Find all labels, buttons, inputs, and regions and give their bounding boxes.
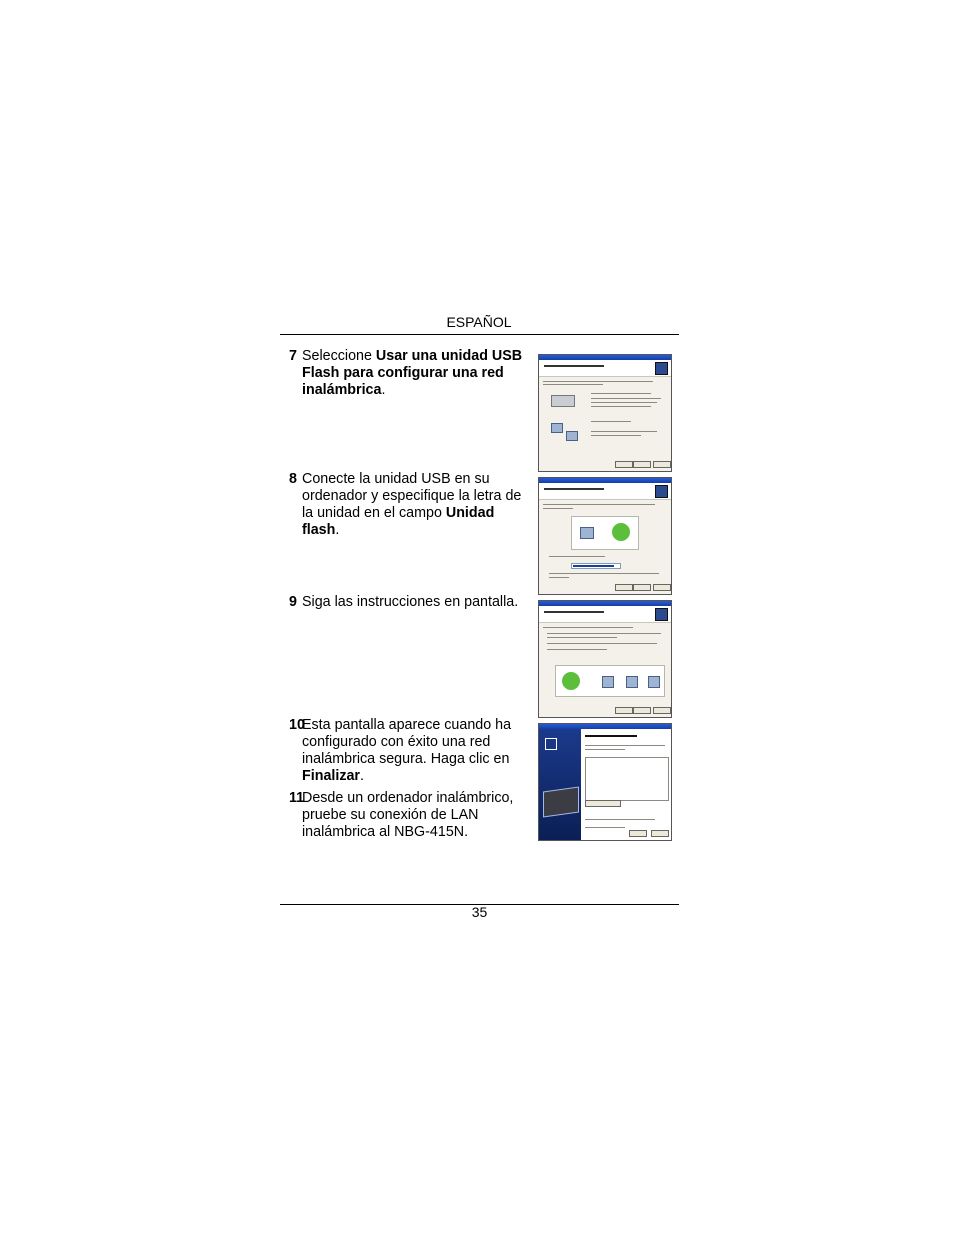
wizard-screenshot-method	[538, 354, 672, 472]
flash-drive-illustration	[571, 516, 639, 550]
usb-drive-icon	[612, 523, 630, 541]
wizard-screenshot-completed	[538, 723, 672, 841]
language-header	[280, 314, 678, 330]
cancel-button	[653, 584, 671, 591]
back-button	[615, 584, 633, 591]
finish-button	[629, 830, 647, 837]
back-button	[615, 461, 633, 468]
step-10	[289, 717, 524, 785]
top-rule	[280, 334, 679, 335]
step-text-post: .	[360, 768, 364, 784]
computer-icon	[602, 676, 614, 688]
back-button	[615, 707, 633, 714]
flash-drive-field	[571, 563, 621, 569]
step-text-pre: Seleccione	[302, 348, 376, 364]
print-settings-button	[585, 800, 621, 807]
step-number: 11	[289, 790, 305, 806]
computer-icon	[648, 676, 660, 688]
page-number: 35	[471, 904, 488, 920]
computer-icon	[580, 527, 594, 539]
network-icon	[655, 362, 668, 375]
next-button	[633, 461, 651, 468]
step-number: 7	[289, 348, 297, 364]
cancel-button	[653, 461, 671, 468]
language-label: ESPAÑOL	[446, 314, 512, 330]
step-text	[302, 348, 524, 399]
step-text-bold: Finalizar	[302, 768, 360, 784]
step-text	[302, 717, 524, 785]
step-9	[289, 594, 524, 611]
wizard-banner	[539, 360, 671, 377]
cancel-button	[651, 830, 669, 837]
step-number: 10	[289, 717, 305, 733]
step-text: Siga las instrucciones en pantalla.	[302, 594, 519, 610]
step-11	[289, 790, 524, 841]
step-text: Desde un ordenador inalámbrico, pruebe su conexión de LAN inalámbrica al NBG-415N.	[302, 790, 514, 840]
step-8	[289, 471, 524, 539]
step-7	[289, 348, 524, 399]
usb-drive-icon	[562, 672, 580, 690]
step-text-bold: Usar una unidad USB Flash para configurar una red inalámbrica	[302, 348, 523, 398]
computers-icon	[566, 431, 578, 441]
wizard-content	[581, 729, 671, 840]
step-text-pre: Esta pantalla aparece cuando ha configurado con éxito una red inalámbrica segura. Haga clic en	[302, 717, 512, 767]
computers-icon	[551, 423, 563, 433]
step-text-pre: Conecte la unidad USB en su ordenador y especifique la letra de la unidad en el campo	[302, 471, 522, 521]
wizard-banner	[539, 483, 671, 500]
settings-summary-box	[585, 757, 669, 801]
wizard-side-panel	[539, 729, 581, 840]
usb-drive-icon	[551, 395, 575, 407]
step-text-post: .	[381, 382, 386, 398]
wireless-logo-icon	[545, 738, 557, 750]
access-point-icon	[626, 676, 638, 688]
transfer-illustration	[555, 665, 665, 697]
network-icon	[655, 485, 668, 498]
wizard-banner	[539, 606, 671, 623]
step-text-post: .	[335, 522, 340, 538]
step-number: 9	[289, 594, 297, 610]
step-text-bold: Unidad flash	[302, 505, 495, 538]
cancel-button	[653, 707, 671, 714]
step-text	[302, 471, 524, 539]
wizard-screenshot-transfer	[538, 600, 672, 718]
wizard-screenshot-flash-drive	[538, 477, 672, 595]
laptop-icon	[543, 786, 579, 817]
next-button	[633, 707, 651, 714]
network-icon	[655, 608, 668, 621]
step-number: 8	[289, 471, 297, 487]
next-button	[633, 584, 651, 591]
